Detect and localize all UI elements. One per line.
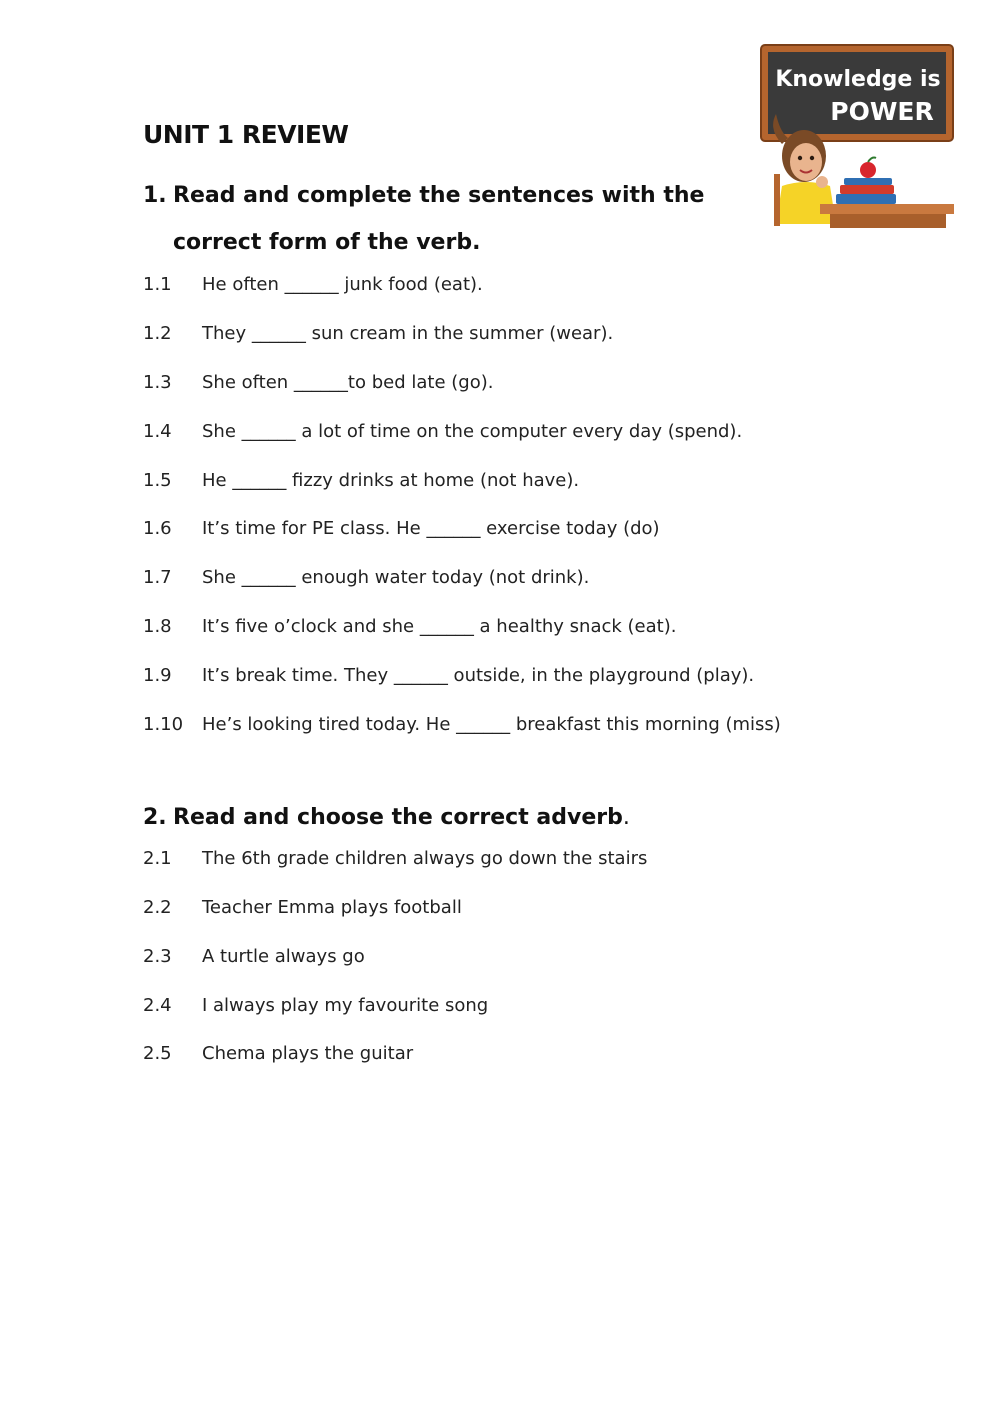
item-text: The 6th grade children always go down the stairs [202, 848, 648, 869]
item-number: 2.1 [143, 848, 172, 869]
item-number: 1.2 [143, 323, 172, 344]
section1-item [143, 323, 613, 344]
chair [774, 174, 780, 226]
worksheet-title: UNIT 1 REVIEW [143, 120, 349, 149]
item-text: He’s looking tired today. He ______ breakfast this morning (miss) [202, 714, 781, 735]
section1-item [143, 372, 493, 393]
teacher-illustration [760, 44, 956, 228]
item-text: She ______ a lot of time on the computer every day (spend). [202, 421, 743, 442]
item-text: He ______ fizzy drinks at home (not have). [202, 470, 580, 491]
item-number: 1.1 [143, 274, 172, 295]
section2-item [143, 946, 365, 967]
apple [860, 162, 876, 178]
section1-item [143, 518, 660, 539]
teacher-illustration-svg [760, 44, 956, 228]
section2-item [143, 848, 647, 869]
item-number: 1.4 [143, 421, 172, 442]
item-text: A turtle always go [202, 946, 365, 967]
item-text: Chema plays the guitar [202, 1043, 414, 1064]
apple-leaf [868, 158, 876, 163]
item-text: She often ______to bed late (go). [202, 372, 494, 393]
section1-item [143, 616, 676, 637]
sweater [776, 182, 836, 224]
section2-heading [143, 794, 630, 841]
section2-heading-suffix: . [622, 805, 630, 830]
face [790, 143, 822, 181]
item-number: 1.10 [143, 714, 184, 735]
hand [816, 176, 828, 188]
section2-item [143, 995, 488, 1016]
section1-item [143, 274, 483, 295]
item-number: 1.3 [143, 372, 172, 393]
book-blue-top [844, 178, 892, 185]
section1-heading-line1: Read and complete the sentences with the [173, 183, 705, 208]
item-text: He often ______ junk food (eat). [202, 274, 483, 295]
item-text: It’s time for PE class. He ______ exercise today (do) [202, 518, 660, 539]
section1-heading-line2: correct form of the verb. [173, 230, 481, 255]
book-blue [836, 194, 896, 204]
section1-item [143, 421, 742, 442]
item-number: 2.3 [143, 946, 172, 967]
section2-item [143, 897, 462, 918]
section1-item [143, 567, 589, 588]
item-text: I always play my favourite song [202, 995, 489, 1016]
item-number: 1.7 [143, 567, 172, 588]
section1-heading [143, 172, 704, 266]
right-eye [810, 156, 814, 160]
item-number: 1.5 [143, 470, 172, 491]
section2-number: 2. [143, 805, 167, 830]
left-eye [798, 156, 802, 160]
item-number: 1.8 [143, 616, 172, 637]
item-number: 1.9 [143, 665, 172, 686]
desk-front [830, 214, 946, 228]
chalkboard-line1: Knowledge is [775, 67, 941, 92]
item-number: 2.4 [143, 995, 172, 1016]
section1-item [143, 714, 781, 735]
item-number: 1.6 [143, 518, 172, 539]
item-text: Teacher Emma plays football [202, 897, 462, 918]
section1-item [143, 470, 579, 491]
section1-item [143, 665, 754, 686]
item-text: It’s break time. They ______ outside, in the playground (play). [202, 665, 755, 686]
item-text: She ______ enough water today (not drink). [202, 567, 590, 588]
item-number: 2.5 [143, 1043, 172, 1064]
book-red [840, 185, 894, 194]
item-text: It’s five o’clock and she ______ a healthy snack (eat). [202, 616, 677, 637]
item-text: They ______ sun cream in the summer (wear). [202, 323, 614, 344]
section2-item [143, 1043, 413, 1064]
section2-heading-text: Read and choose the correct adverb [173, 805, 623, 830]
chalkboard-line2: POWER [830, 97, 934, 126]
item-number: 2.2 [143, 897, 172, 918]
desk-top [820, 204, 954, 214]
section1-number: 1. [143, 183, 167, 208]
